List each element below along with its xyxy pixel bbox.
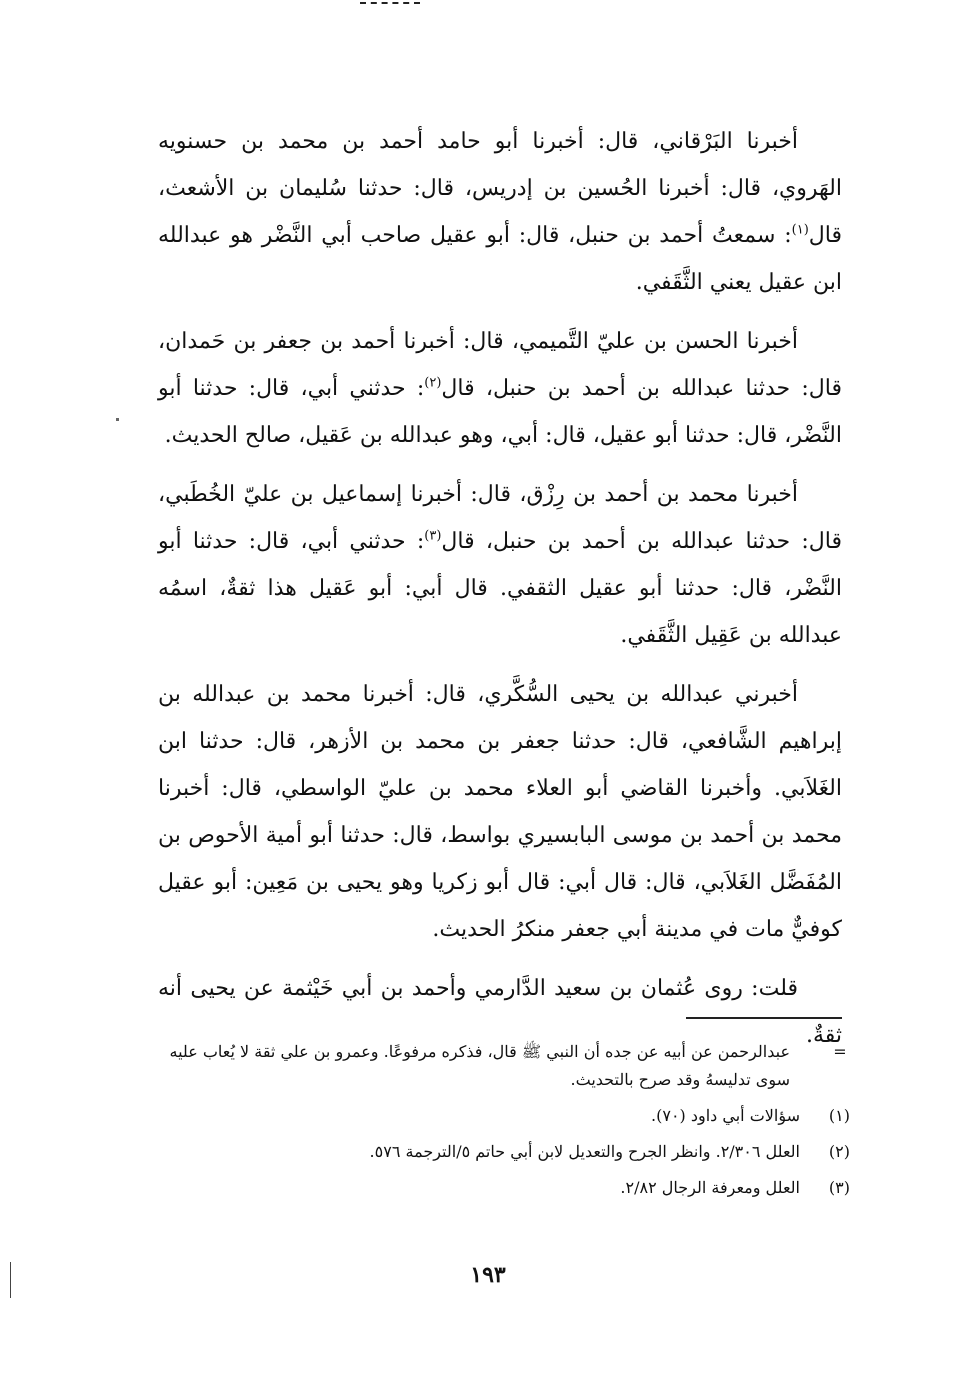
footnote-number: (٣): [828, 1178, 850, 1197]
footnote-text: العلل ٢/٣٠٦. وانظر الجرح والتعديل لابن أبي حاتم ٥/الترجمة ٥٧٦.: [369, 1142, 800, 1161]
main-text: [158, 118, 842, 1059]
text-run: : حدثني أبي، قال: حدثنا أبو النَّضْر، قال: حدثنا أبو عقيل الثقفي. قال أبي: أبو عَقيل هذا ثقةٌ، اسمُه عبدالله بن عَقِيل الثَّقَفي.: [158, 529, 842, 648]
paragraph: [158, 318, 842, 459]
footnote-ref[interactable]: (٢): [424, 375, 442, 391]
footnote-text: سؤالات أبي داود (٧٠).: [651, 1106, 800, 1125]
footnote-ref[interactable]: (٣): [424, 528, 442, 544]
footnote-item: [150, 1102, 850, 1130]
footnote-item: [150, 1174, 850, 1202]
footnote-continuation: [150, 1038, 850, 1094]
footnote-text: العلل ومعرفة الرجال ٢/٨٢.: [620, 1178, 800, 1197]
text-run: : سمعتُ أحمد بن حنبل، قال: أبو عقيل صاحب أبي النَّضْر هو عبدالله ابن عقيل يعني الثَّقَفي.: [158, 223, 842, 295]
paragraph: [158, 671, 842, 953]
paragraph: [158, 118, 842, 306]
footnote-ref[interactable]: (١): [791, 222, 809, 238]
footnote-number: (٢): [828, 1142, 850, 1161]
scan-edge-mark: [10, 1262, 11, 1298]
text-run: أخبرني عبدالله بن يحيى السُّكَّري، قال: أخبرنا محمد بن عبدالله بن إبراهيم الشَّافعي، قال: حدثنا جعفر بن محمد بن الأزهر، قال: حدثنا ابن الغَلاَبي. وأخبرنا القاضي أبو العلاء محمد بن عليّ الواسطي، قال: أخبرنا محمد بن أحمد بن موسى البابسيري بواسط، قال: حدثنا أبو أمية الأحوص بن المُفَضَّل الغَلاَبي، قال: قال أبي: قال أبو زكريا وهو يحيى بن مَعِين: أبو عقيل كوفيٌّ مات في مدينة أبي جعفر منكرُ الحديث.: [158, 682, 842, 942]
footnotes: [150, 1038, 850, 1210]
text-run: قلت: روى عُثمان بن سعيد الدَّارمي وأحمد بن أبي خَيْثمة عن يحيى أنه ثقةٌ.: [158, 976, 842, 1048]
footnote-number: (١): [828, 1106, 850, 1125]
text-run: أخبرنا البَرْقاني، قال: أخبرنا أبو حامد أحمد بن محمد بن حسنويه الهَروي، قال: أخبرنا الحُسين بن إدريس، قال: حدثنا سُليمان بن الأشعث، قال: [158, 129, 843, 248]
page-number: ١٩٣: [470, 1262, 506, 1288]
scan-speck: [116, 418, 119, 421]
footnote-item: [150, 1138, 850, 1166]
text-run: : حدثني أبي، قال: حدثنا أبو النَّضْر، قال: حدثنا أبو عقيل، قال: أبي، وهو عبدالله بن عَقيل، صالح الحديث.: [158, 376, 842, 448]
page-top-mark: [360, 2, 420, 6]
paragraph: [158, 471, 842, 659]
continuation-mark: =: [833, 1042, 847, 1061]
text-run: أخبرنا محمد بن أحمد بن رِزْق، قال: أخبرنا إسماعيل بن عليّ الخُطَبي، قال: حدثنا عبدالله بن أحمد بن حنبل، قال: [158, 482, 842, 554]
footnote-text: عبدالرحمن عن أبيه عن جده أن النبي ﷺ قال، فذكره مرفوعًا. وعمرو بن علي ثقة لا يُعاب عليه سوى تدليسهُ وقد صرح بالتحديث.: [169, 1042, 790, 1089]
footnote-separator: [686, 1017, 842, 1019]
text-run: أخبرنا الحسن بن عليّ التَّميمي، قال: أخبرنا أحمد بن جعفر بن حَمدان، قال: حدثنا عبدالله بن أحمد بن حنبل، قال: [158, 329, 842, 401]
